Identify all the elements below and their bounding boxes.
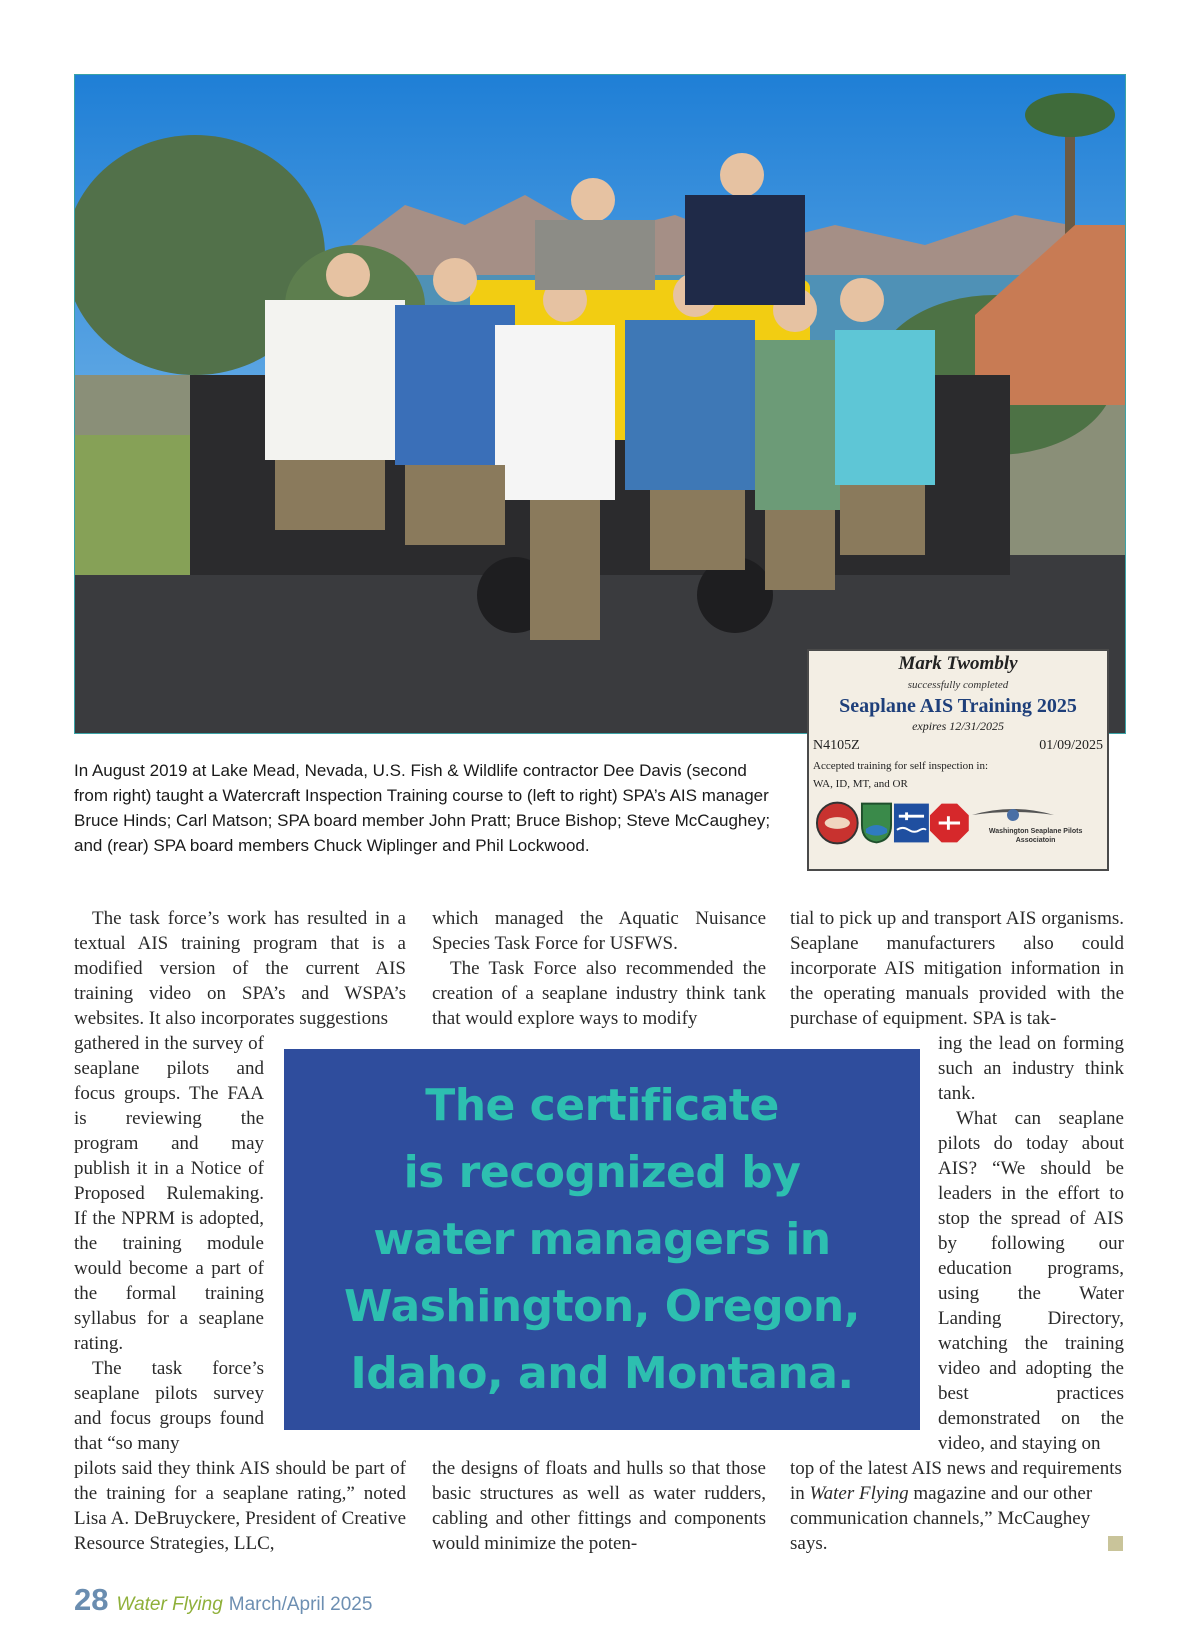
group-photo bbox=[74, 74, 1126, 734]
certificate-completed: successfully completed bbox=[907, 679, 1009, 691]
magazine-name: Water Flying bbox=[116, 1594, 223, 1615]
column-3-bottom bbox=[790, 1456, 1124, 1556]
pull-quote-line: Washington, Oregon, bbox=[344, 1281, 860, 1332]
column-2-top bbox=[432, 906, 766, 1031]
photo-caption: In August 2019 at Lake Mead, Nevada, U.S. Fish & Wildlife contractor Dee Davis (second from right) taught a Watercraft Inspection Training course to (left to right) SPA’s AIS manager Bruce Hinds; Carl Matson; SPA board member John Pratt; Bruce Bishop; Steve McCaughey; and (rear) SPA board members Chuck Wiplinger and Phil Lockwood. bbox=[74, 761, 771, 855]
column-3-wrap bbox=[938, 1031, 1124, 1456]
paragraph: tial to pick up and transport AIS organisms. Seaplane manufacturers also could incorporate AIS mitigation information in the operating manuals provided with the purchase of equipment. SPA is tak- bbox=[790, 908, 1124, 1029]
magazine-title: Water Flying bbox=[809, 1483, 909, 1504]
certificate-name: Mark Twombly bbox=[898, 653, 1018, 674]
pull-quote-line: is recognized by bbox=[403, 1147, 801, 1198]
pull-quote-line: The certificate bbox=[425, 1080, 779, 1131]
column-2-bottom bbox=[432, 1456, 766, 1556]
paragraph: the designs of floats and hulls so that those basic structures as well as water rudders, cabling and other fittings and components would minimize the poten- bbox=[432, 1458, 766, 1554]
page-footer bbox=[74, 1582, 372, 1618]
certificate-course: Seaplane AIS Training 2025 bbox=[839, 695, 1077, 717]
end-mark bbox=[1108, 1536, 1123, 1551]
pull-quote-text bbox=[344, 1072, 860, 1407]
column-1-bottom bbox=[74, 1456, 406, 1556]
column-1-top bbox=[74, 906, 406, 1031]
paragraph: The Task Force also recommended the creation of a seaplane industry think tank that would explore ways to modify bbox=[432, 958, 766, 1029]
certificate-date: 01/09/2025 bbox=[1039, 738, 1103, 753]
seaplane-logo-icon bbox=[893, 802, 930, 844]
paragraph: gathered in the survey of seaplane pilots and focus groups. The FAA is reviewing the program and may publish it in a Notice of Proposed Rulemaking. If the NPRM is adopted, the training module would become a part of the formal training syllabus for a seaplane rating. bbox=[74, 1033, 264, 1354]
certificate bbox=[807, 649, 1109, 871]
column-3-top bbox=[790, 906, 1124, 1031]
pull-quote bbox=[284, 1049, 920, 1430]
paragraph: What can seaplane pilots do today about AIS? “We should be leaders in the effort to stop the spread of AIS by following our education programs, using the Water Landing Directory, watching the training video and adopting the best practices demonstrated on the video, and staying on bbox=[938, 1108, 1124, 1454]
paragraph bbox=[790, 1456, 1124, 1556]
group-photo-illustration bbox=[75, 75, 1125, 733]
text-run: top of the latest AIS news and requirements in bbox=[790, 1458, 1122, 1504]
paragraph: The task force’s seaplane pilots survey and focus groups found that “so many bbox=[74, 1358, 264, 1454]
wings-logo-icon bbox=[970, 801, 1056, 827]
washington-seaplane-logo bbox=[970, 801, 1101, 845]
paragraph: ing the lead on forming such an industry think tank. bbox=[938, 1033, 1124, 1104]
certificate-expires: expires 12/31/2025 bbox=[912, 719, 1004, 733]
column-1-wrap bbox=[74, 1031, 264, 1456]
shield-logo-icon bbox=[860, 801, 893, 845]
paragraph: The task force’s work has resulted in a textual AIS training program that is a modified version of the current AIS training video on SPA’s and WSPA’s websites. It also incorporates suggestions bbox=[74, 908, 406, 1029]
certificate-accepted: Accepted training for self inspection in: bbox=[813, 760, 989, 772]
pull-quote-line: Idaho, and Montana. bbox=[350, 1348, 854, 1399]
paragraph: pilots said they think AIS should be part of the training for a seaplane rating,” noted Lisa A. DeBruyckere, President of Creative Resource Strategies, LLC, bbox=[74, 1458, 406, 1554]
certificate-logos bbox=[809, 800, 1107, 846]
issue-date: March/April 2025 bbox=[228, 1594, 373, 1615]
text-run: magazine and our other communication channels,” McCaughey says. bbox=[790, 1483, 1093, 1554]
page-number: 28 bbox=[74, 1582, 109, 1617]
paragraph: which managed the Aquatic Nuisance Species Task Force for USFWS. bbox=[432, 908, 766, 954]
stop-sign-icon bbox=[929, 802, 970, 844]
certificate-id-row bbox=[809, 738, 1107, 754]
washington-seaplane-text: Washington Seaplane Pilots Associatoin bbox=[988, 828, 1083, 844]
pull-quote-line: water managers in bbox=[373, 1214, 831, 1265]
fish-logo-icon bbox=[815, 800, 860, 846]
certificate-tail-number: N4105Z bbox=[813, 738, 860, 753]
certificate-states: WA, ID, MT, and OR bbox=[813, 778, 908, 790]
